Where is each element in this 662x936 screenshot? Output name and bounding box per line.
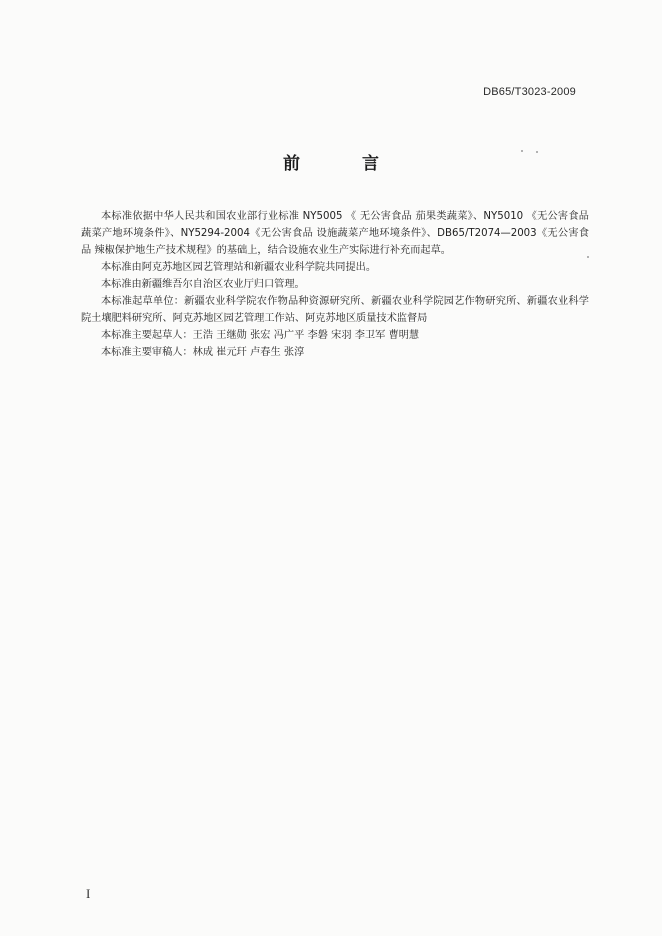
- paragraph-drafting-units: 本标准起草单位：新疆农业科学院农作物品种资源研究所、新疆农业科学院园艺作物研究所、新疆农业科学院土壤肥料研究所、阿克苏地区园艺管理工作站、阿克苏地区质量技术监督局: [81, 296, 589, 324]
- page-number: I: [86, 886, 91, 901]
- foreword-body: [81, 208, 589, 361]
- paragraph-proposer: 本标准由阿克苏地区园艺管理站和新疆农业科学院共同提出。: [101, 262, 377, 273]
- page-title: 前 言: [283, 154, 407, 174]
- paragraph-administrator: 本标准由新疆维吾尔自治区农业厅归口管理。: [101, 279, 305, 290]
- standard-code: DB65/T3023-2009: [483, 86, 576, 98]
- scan-speck: [587, 256, 589, 258]
- scan-speck: [536, 151, 538, 153]
- paragraph-basis: 本标准依据中华人民共和国农业部行业标准 NY5005 《 无公害食品 茄果类蔬菜》、NY5010 《无公害食品 蔬菜产地环境条件》、NY5294-2004《无公害食品 设施蔬菜产地环境条件》、DB65/T2074—2003《无公害食品 辣椒保护地生产技术规程》的基础上，结合设施农业生产实际进行补充而起草。: [81, 211, 589, 256]
- paragraph-reviewers: 本标准主要审稿人：林成 崔元玕 卢春生 张淳: [101, 347, 305, 358]
- scan-speck: [521, 150, 523, 152]
- paragraph-drafters: 本标准主要起草人：王浩 王继勋 张宏 冯广平 李磐 宋羽 李卫军 曹明慧: [101, 330, 420, 341]
